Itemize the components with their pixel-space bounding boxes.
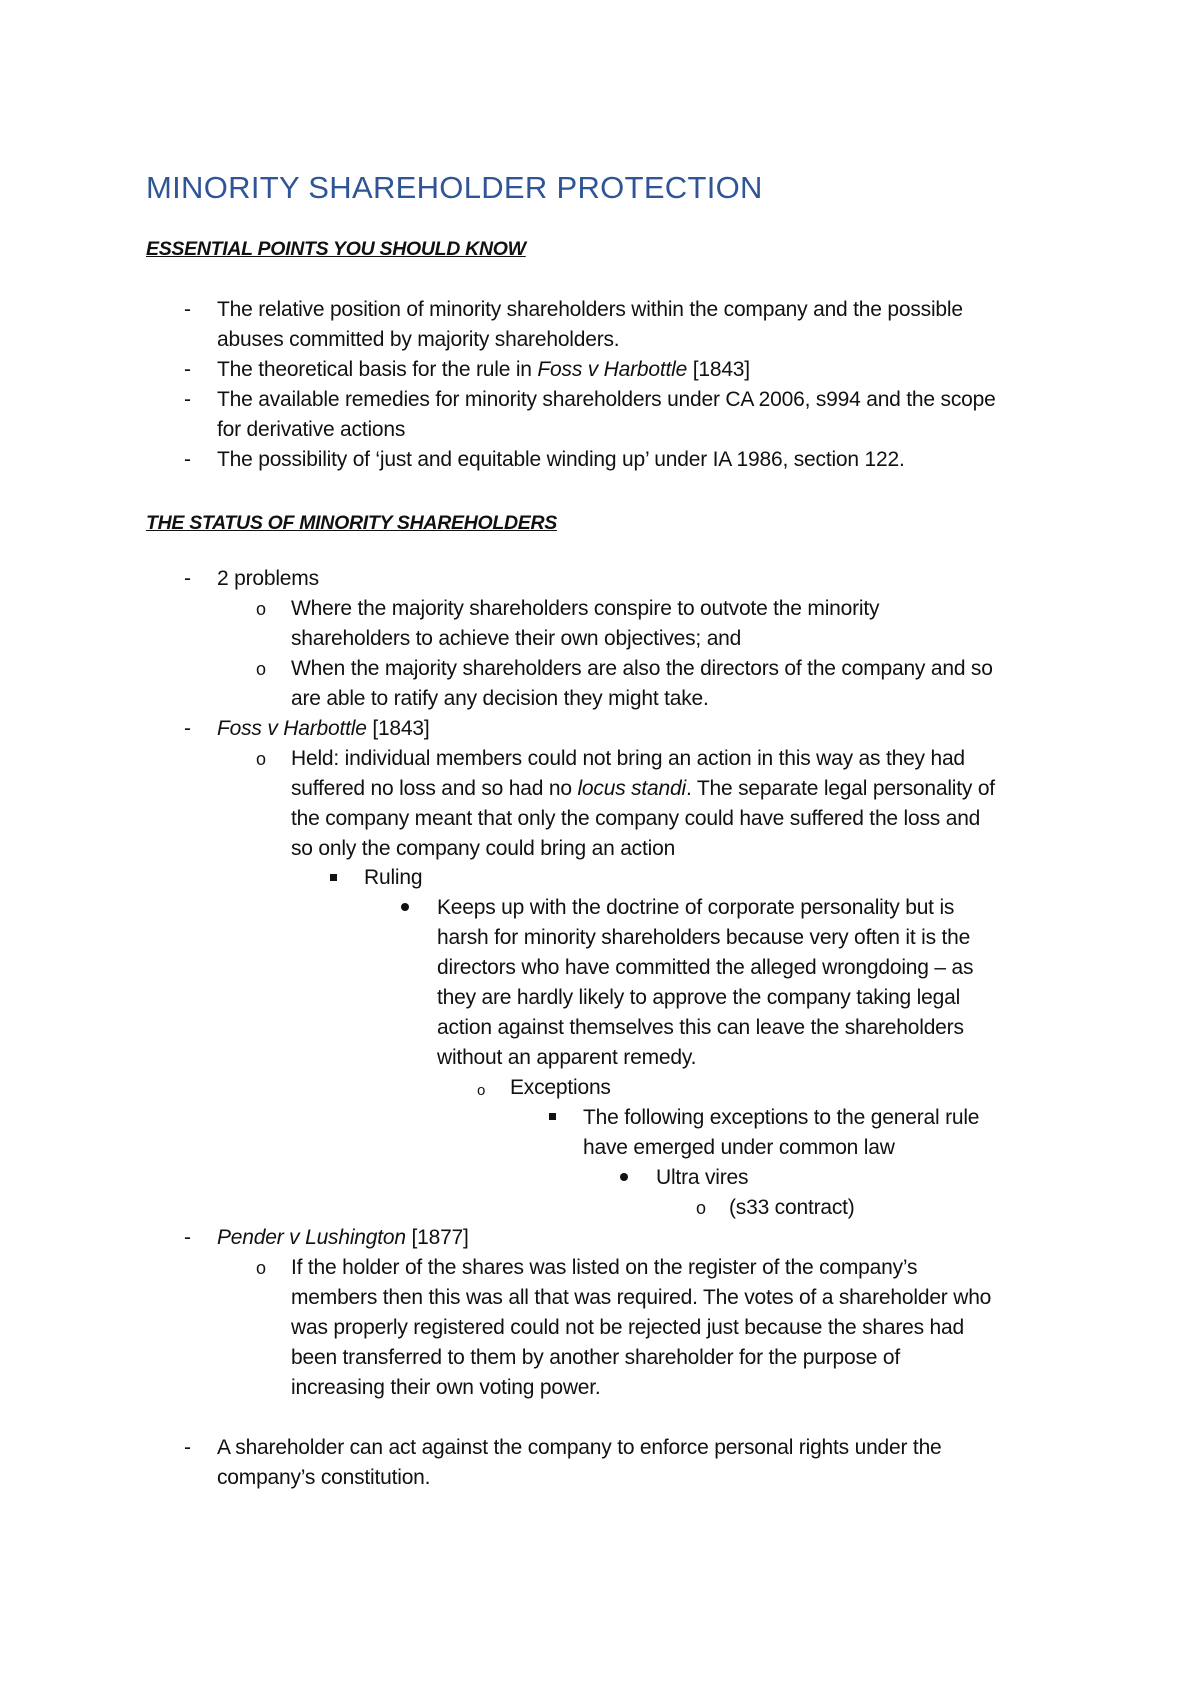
essential-point-1-line1: The relative position of minority shareholders within the company and the possible (217, 298, 963, 321)
foss-held-line4: so only the company could bring an action (291, 837, 676, 860)
dash-bullet: - (184, 388, 191, 411)
ruling-line-3: directors who have committed the alleged wrongdoing – as (437, 956, 974, 979)
pender-line-4: been transferred to them by another shareholder for the purpose of (291, 1346, 901, 1369)
exceptions-line2: have emerged under common law (583, 1136, 895, 1159)
essential-point-3-line1: The available remedies for minority shareholders under CA 2006, s994 and the scope (217, 388, 996, 411)
case-name: Foss v Harbottle (537, 358, 688, 381)
section-heading-essential-points: ESSENTIAL POINTS YOU SHOULD KNOW (146, 238, 526, 260)
problem-2-line2: are able to ratify any decision they might take. (291, 687, 709, 710)
dash-bullet: - (184, 567, 191, 590)
s33-contract: (s33 contract) (729, 1196, 855, 1219)
circle-bullet: o (696, 1198, 707, 1218)
ruling-line-1: Keeps up with the doctrine of corporate personality but is (437, 896, 955, 919)
dash-bullet: - (184, 298, 191, 321)
ruling-line-6: without an apparent remedy. (437, 1046, 697, 1069)
ultra-vires: Ultra vires (656, 1166, 749, 1189)
ruling-line-4: they are hardly likely to approve the company taking legal (437, 986, 961, 1009)
essential-point-3-line2: for derivative actions (217, 418, 406, 441)
ruling-label: Ruling (364, 866, 423, 889)
round-bullet (620, 1173, 628, 1181)
problem-1-line1: Where the majority shareholders conspire to outvote the minority (291, 597, 880, 620)
round-bullet (401, 903, 409, 911)
ruling-line-2: harsh for minority shareholders because very often it is the (437, 926, 971, 949)
dash-bullet: - (184, 1226, 191, 1249)
personal-rights-line1: A shareholder can act against the company to enforce personal rights under the (217, 1436, 942, 1459)
foss-held-line2: suffered no loss and so had no locus standi. The separate legal personality of (291, 777, 995, 800)
foss-held-line3: the company meant that only the company could have suffered the loss and (291, 807, 981, 830)
pender-case-heading: Pender v Lushington [1877] (217, 1226, 469, 1249)
personal-rights-line2: company’s constitution. (217, 1466, 431, 1489)
pender-line-3: was properly registered could not be rejected just because the shares had (291, 1316, 964, 1339)
square-bullet (330, 874, 337, 881)
pender-line-1: If the holder of the shares was listed on the register of the company’s (291, 1256, 918, 1279)
case-name: Pender v Lushington (217, 1226, 406, 1249)
circle-bullet: o (256, 1258, 267, 1278)
circle-bullet: o (256, 749, 267, 769)
foss-held-line1: Held: individual members could not bring an action in this way as they had (291, 747, 965, 770)
problems-label: 2 problems (217, 567, 319, 590)
exceptions-line1: The following exceptions to the general rule (583, 1106, 980, 1129)
pender-line-2: members then this was all that was required. The votes of a shareholder who (291, 1286, 992, 1309)
essential-point-4: The possibility of ‘just and equitable winding up’ under IA 1986, section 122. (217, 448, 905, 471)
essential-point-1-line2: abuses committed by majority shareholders. (217, 328, 620, 351)
case-name: Foss v Harbottle (217, 717, 367, 740)
circle-bullet: o (256, 659, 267, 679)
exceptions-label: Exceptions (510, 1076, 611, 1099)
square-bullet (549, 1113, 556, 1120)
dash-bullet: - (184, 358, 191, 381)
problem-1-line2: shareholders to achieve their own objectives; and (291, 627, 742, 650)
dash-bullet: - (184, 1436, 191, 1459)
essential-point-2: The theoretical basis for the rule in Foss v Harbottle [1843] (217, 358, 750, 381)
pender-line-5: increasing their own voting power. (291, 1376, 601, 1399)
dash-bullet: - (184, 717, 191, 740)
circle-bullet: o (256, 599, 267, 619)
section-heading-status: THE STATUS OF MINORITY SHAREHOLDERS (146, 512, 557, 534)
circle-bullet: o (477, 1082, 486, 1099)
document-title: MINORITY SHAREHOLDER PROTECTION (146, 170, 763, 205)
foss-case-heading: Foss v Harbottle [1843] (217, 717, 430, 740)
problem-2-line1: When the majority shareholders are also the directors of the company and so (291, 657, 993, 680)
dash-bullet: - (184, 448, 191, 471)
ruling-line-5: action against themselves this can leave the shareholders (437, 1016, 964, 1039)
